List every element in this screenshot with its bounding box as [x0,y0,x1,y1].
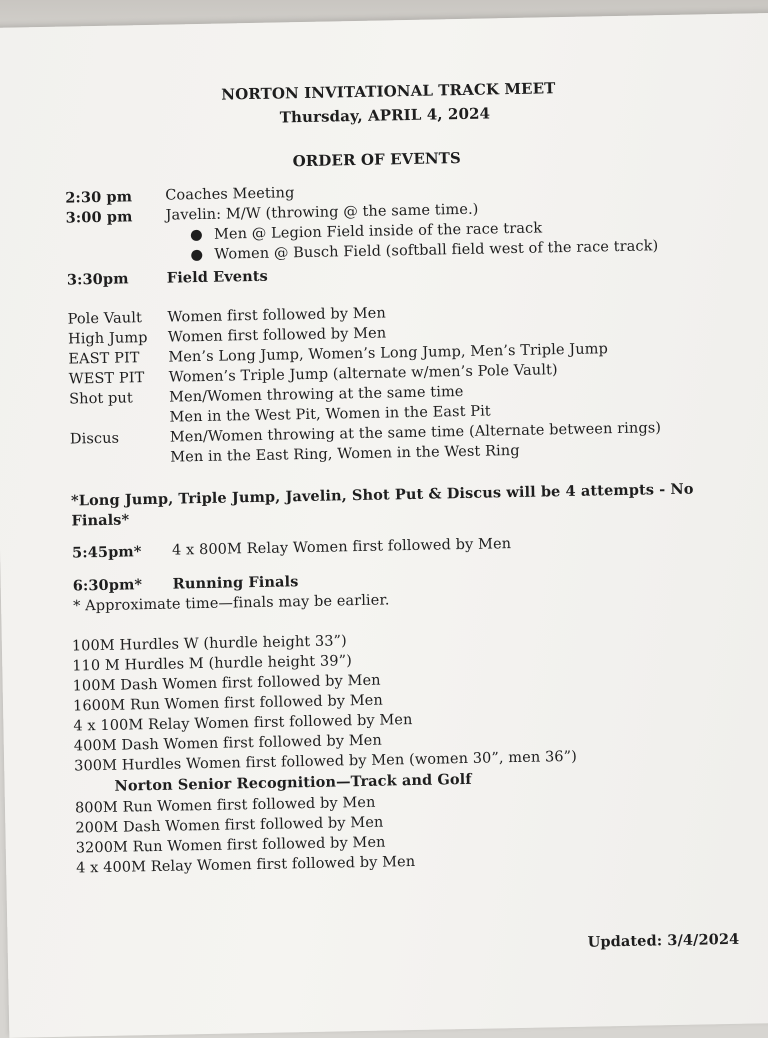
event-date: Thursday, APRIL 4, 2024 [279,104,491,127]
running-event: 400M Dash Women first followed by Men [73,732,382,755]
event-name: EAST PIT [68,350,140,368]
running-event: 100M Dash Women first followed by Men [72,672,381,695]
running-event: 800M Run Women first followed by Men [74,794,376,817]
schedule-time: 6:30pm* [72,576,143,595]
list-item: ● Men @ Legion Field inside of the race track [189,220,543,244]
event-desc: Women first followed by Men [167,325,387,346]
event-name: WEST PIT [68,370,145,388]
attempts-note: *Long Jump, Triple Jump, Javelin, Shot Put & Discus will be 4 attempts - No [70,480,694,510]
approx-note: * Approximate time—finals may be earlier. [72,592,390,615]
schedule-time: 3:30pm [66,270,129,289]
running-event: 300M Hurdles Women first followed by Men (women 30”, men 36”) [74,748,578,775]
bullet-icon: ● [190,246,204,264]
running-event: 4 x 400M Relay Women first followed by Men [75,853,416,877]
document-page [0,13,768,1038]
running-event: 200M Dash Women first followed by Men [75,814,384,837]
schedule-time: 3:00 pm [65,208,133,227]
event-desc: 4 x 800M Relay Women first followed by Men [171,536,512,559]
schedule-time: 5:45pm* [71,543,142,562]
event-name: Discus [69,430,120,448]
event-name: Pole Vault [67,310,143,328]
event-desc: Men/Women throwing at the same time [168,383,464,406]
section-label: Field Events [166,267,269,287]
schedule-desc: Coaches Meeting [165,185,295,204]
event-desc: Men/Women throwing at the same time (Alternate between rings) [169,420,662,446]
senior-recognition: Norton Senior Recognition—Track and Golf [114,770,472,795]
event-name: High Jump [67,330,148,348]
document-title: NORTON INVITATIONAL TRACK MEET [221,79,556,104]
event-name: Shot put [68,390,133,408]
running-event: 4 x 100M Relay Women first followed by Men [73,712,413,735]
section-label: Running Finals [172,573,299,593]
list-item: ● Women @ Busch Field (softball field west of the race track) [190,238,659,264]
event-desc: Men’s Long Jump, Women’s Long Jump, Men’s Triple Jump [168,341,609,366]
section-heading: ORDER OF EVENTS [292,148,462,171]
event-desc: Women first followed by Men [167,305,386,326]
attempts-note: Finals* [71,511,130,530]
schedule-time: 2:30 pm [65,188,133,207]
running-event: 100M Hurdles W (hurdle height 33”) [71,633,348,655]
running-event: 1600M Run Women first followed by Men [72,692,383,715]
running-event: 110 M Hurdles M (hurdle height 39”) [72,653,353,675]
event-desc: Men in the West Pit, Women in the East Pit [169,403,491,426]
running-event: 3200M Run Women first followed by Men [75,834,386,857]
schedule-desc: Javelin: M/W (throwing @ the same time.) [165,201,479,224]
updated-date: Updated: 3/4/2024 [587,930,740,951]
event-desc: Women’s Triple Jump (alternate w/men’s Pole Vault) [168,362,558,386]
event-desc: Men in the East Ring, Women in the West Ring [170,442,520,466]
bullet-icon: ● [189,226,203,244]
